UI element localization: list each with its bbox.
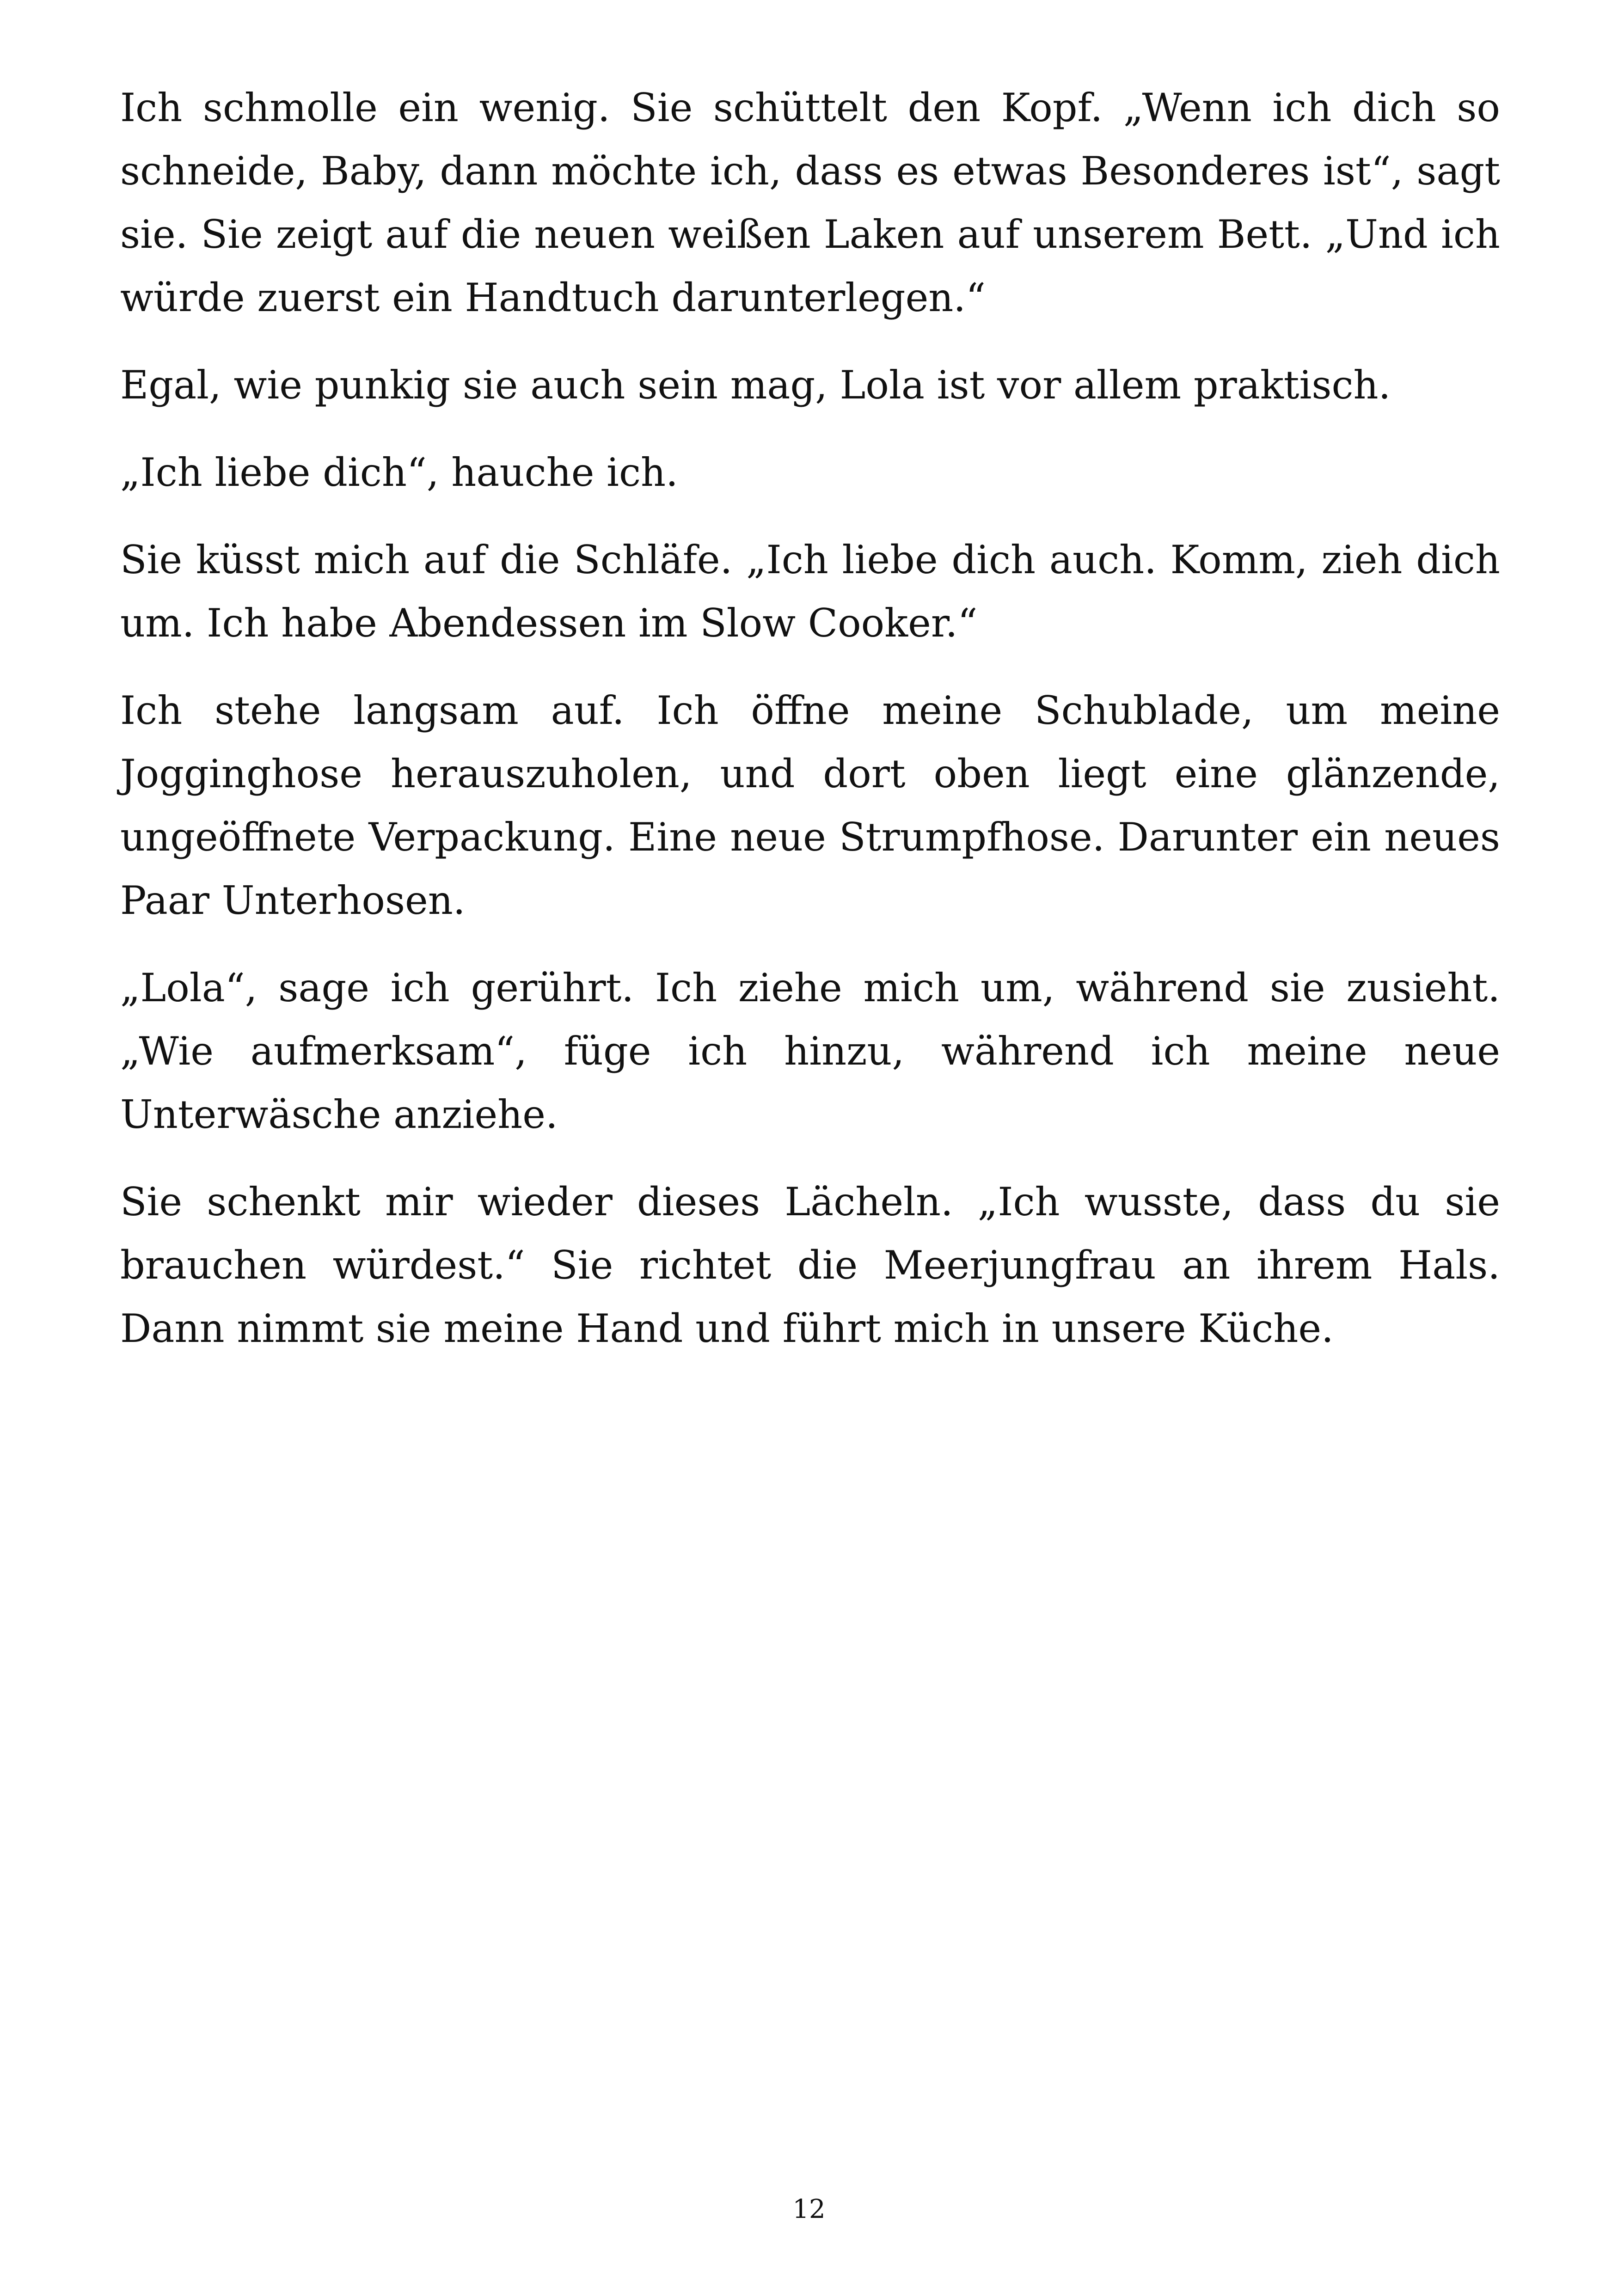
paragraph: Ich schmolle ein wenig. Sie schüttelt den Kopf. „Wenn ich dich so schneide, Baby, dann möchte ich, dass es etwas Besonderes ist“, sagt sie. Sie zeigt auf die neuen weißen Laken auf unserem Bett. „Und ich würde zuerst ein Handtuch darunterlegen.“ [120,85,1500,320]
paragraph: „Ich liebe dich“, hauche ich. [120,450,678,495]
page-body [120,76,1500,1360]
paragraph: Ich stehe langsam auf. Ich öffne meine Schublade, um meine Jogginghose herauszuholen, und dort oben liegt eine glänzende, ungeöffnete Verpackung. Eine neue Strumpfhose. Darunter ein neues Paar Unterhosen. [120,688,1500,923]
paragraph: „Lola“, sage ich gerührt. Ich ziehe mich um, während sie zusieht. „Wie aufmerksam“, füge ich hinzu, während ich meine neue Unterwäsche anziehe. [120,965,1500,1137]
paragraph: Sie küsst mich auf die Schläfe. „Ich liebe dich auch. Komm, zieh dich um. Ich habe Abendessen im Slow Cooker.“ [120,537,1500,646]
page-number: 12 [792,2194,826,2224]
paragraph: Sie schenkt mir wieder dieses Lächeln. „Ich wusste, dass du sie brauchen würdest.“ Sie richtet die Meerjungfrau an ihrem Hals. Dann nimmt sie meine Hand und führt mich in unsere Küche. [120,1179,1500,1351]
paragraph: Egal, wie punkig sie auch sein mag, Lola ist vor allem praktisch. [120,362,1391,408]
